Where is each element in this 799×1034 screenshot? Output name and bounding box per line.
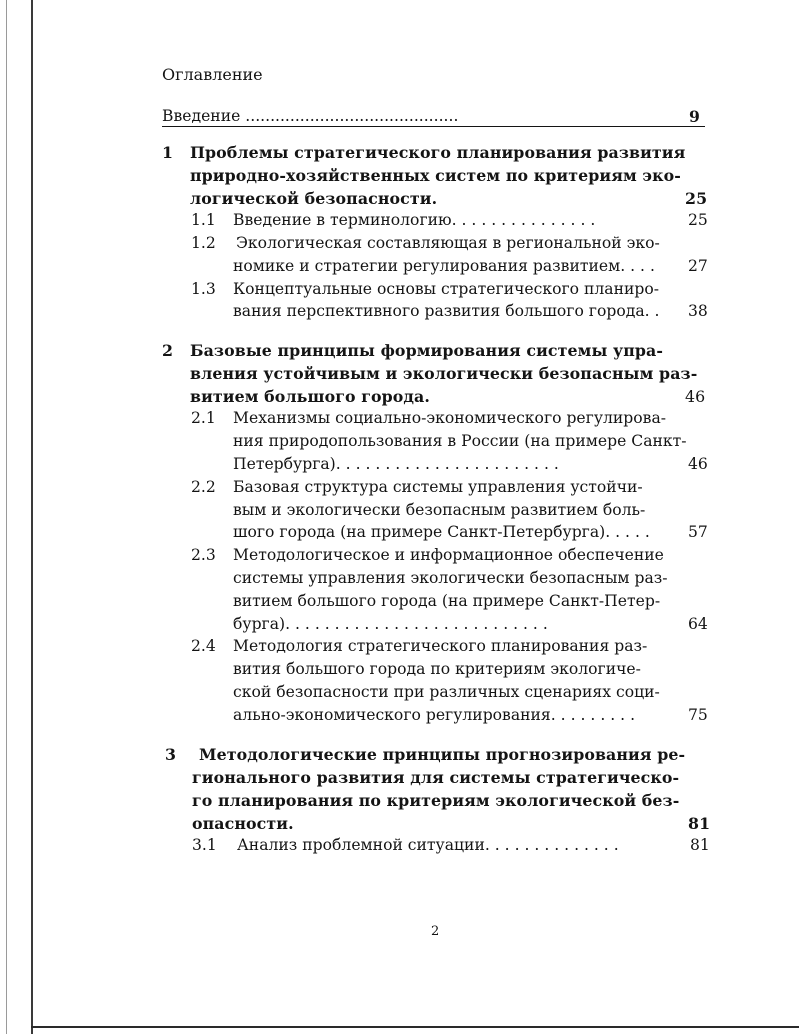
section-page: 46 [688,455,708,473]
toc-intro-entry[interactable] [162,109,458,125]
toc-heading: Оглавление [162,65,263,84]
section-title-line: Анализ проблемной ситуации. . . . . . . . . . . . . . [237,836,619,854]
section-title-line: Базовая структура системы управления устойчи- [233,478,643,496]
chapter-title-line: витием большого города. [190,387,430,406]
section-page: 27 [688,257,708,275]
section-page: 57 [688,523,708,541]
section-number: 2.1 [191,409,216,427]
chapter-title-line: логической безопасности. [190,189,438,208]
section-page: 38 [688,302,708,320]
scan-edge-bottom [31,1026,799,1028]
chapter-number: 1 [162,143,174,162]
section-title-line: витием большого города (на примере Санкт-Петер- [233,592,661,610]
chapter-number: 3 [165,745,177,764]
section-title-line: Механизмы социально-экономического регулирова- [233,409,667,427]
chapter-title-line: природно-хозяйственных систем по критериям эко- [190,166,681,185]
section-number: 3.1 [192,836,217,854]
section-page: 81 [690,836,710,854]
section-title-line: Методология стратегического планирования раз- [233,637,648,655]
section-page: 75 [688,706,708,724]
section-title-line: Экологическая составляющая в региональной эко- [236,234,660,252]
section-number: 1.3 [191,280,216,298]
chapter-page: 46 [685,387,706,406]
scan-edge-left-faint [6,0,7,1034]
page-number: 2 [431,924,440,939]
section-title-line: ния природопользования в России (на примере Санкт- [233,432,687,450]
chapter-title-line: Проблемы стратегического планирования развития [190,143,686,162]
scan-edge-left [31,0,33,1034]
toc-intro-label: Введение [162,107,241,125]
section-title-line: вития большого города по критериям экологиче- [233,660,641,678]
chapter-title-line: го планирования по критериям экологической без- [192,791,680,810]
section-title-line: номике и стратегии регулирования развитием. . . . [233,257,655,275]
section-title-line: Петербурга). . . . . . . . . . . . . . . . . . . . . . . [233,455,559,473]
toc-intro-page: 9 [689,107,700,126]
section-title-line: бурга). . . . . . . . . . . . . . . . . . . . . . . . . . . [233,615,548,633]
section-title-line: вания перспективного развития большого города. . [233,302,660,320]
section-title-line: системы управления экологически безопасным раз- [233,569,668,587]
chapter-title-line: Методологические принципы прогнозирования ре- [199,745,686,764]
section-page: 64 [688,615,708,633]
chapter-number: 2 [162,341,174,360]
section-page: 25 [688,211,708,229]
section-title-line: Введение в терминологию. . . . . . . . . . . . . . . [233,211,596,229]
section-number: 1.2 [191,234,216,252]
section-number: 1.1 [191,211,216,229]
chapter-title-line: гионального развития для системы стратегическо- [192,768,680,787]
section-title-line: шого города (на примере Санкт-Петербурга). . . . . [233,523,650,541]
section-title-line: Методологическое и информационное обеспечение [233,546,664,564]
section-title-line: Концептуальные основы стратегического планиро- [233,280,660,298]
toc-intro-dots: ........................................... [245,107,459,125]
section-title-line: ально-экономического регулирования. . . . . . . . . [233,706,636,724]
section-title-line: ской безопасности при различных сценариях соци- [233,683,660,701]
section-title-line: вым и экологически безопасным развитием боль- [233,501,646,519]
chapter-page: 25 [685,189,708,208]
chapter-title-line: опасности. [192,814,294,833]
chapter-title-line: вления устойчивым и экологически безопасным раз- [190,364,698,383]
section-number: 2.2 [191,478,216,496]
section-number: 2.3 [191,546,216,564]
chapter-title-line: Базовые принципы формирования системы упра- [190,341,664,360]
section-number: 2.4 [191,637,216,655]
toc-intro-underline [162,126,705,127]
chapter-page: 81 [688,814,711,833]
